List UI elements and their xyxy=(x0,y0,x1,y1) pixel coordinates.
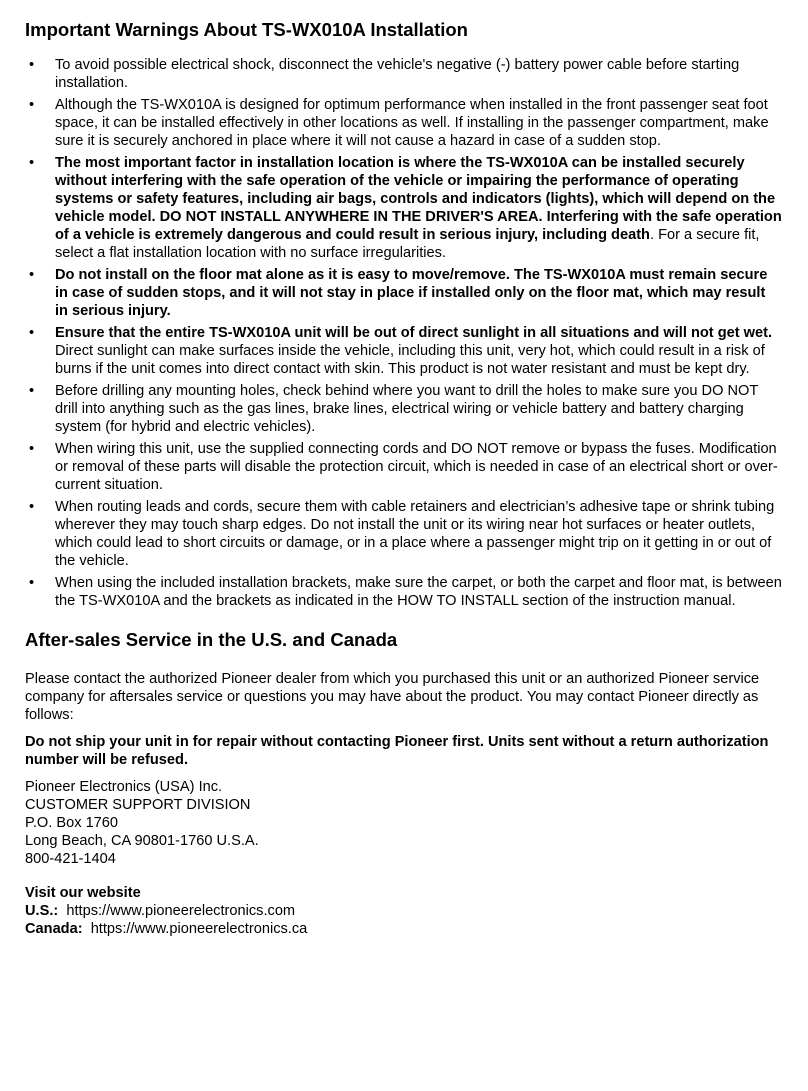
warning-item xyxy=(25,382,782,436)
warning-text: When routing leads and cords, secure them with cable retainers and electrician’s adhesive tape or shrink tubing wherever they may touch sharp edges. Do not install the unit or its wiring near hot surfaces or heater outlets, which could lead to short circuits or damage, or in a place where a passenger might trip on it getting in or out of the vehicle. xyxy=(55,499,775,569)
warning-text: . For a secure fit, select a flat installation location with no surface irregularities. xyxy=(55,227,760,261)
website-ca-label: Canada: xyxy=(25,921,83,937)
website-us-line xyxy=(25,902,782,920)
warning-text: When wiring this unit, use the supplied connecting cords and DO NOT remove or bypass the fuses. Modification or removal of these parts will disable the protection circuit, which is needed in case of an electrical short or over-current situation. xyxy=(55,441,778,493)
warning-item xyxy=(25,324,782,378)
service-heading: After-sales Service in the U.S. and Canada xyxy=(25,629,398,650)
address-company: Pioneer Electronics (USA) Inc. xyxy=(25,779,223,795)
warning-text: Direct sunlight can make surfaces inside the vehicle, including this unit, very hot, which could result in a risk of burns if the unit comes into direct contact with skin. This product is not water resistant and must be kept dry. xyxy=(55,343,765,377)
warning-item xyxy=(25,266,782,320)
service-notice: Do not ship your unit in for repair without contacting Pioneer first. Units sent without a return authorization number will be refused. xyxy=(25,734,769,768)
warning-text-bold: The most important factor in installation location is where the TS-WX010A can be installed securely without interfering with the safe operation of the vehicle or impairing the performance of operating systems or safety features, including air bags, controls and indicators (lights), which will depend on the vehicle model. DO NOT INSTALL ANYWHERE IN THE DRIVER'S AREA. Interfering with the safe operation of a vehicle is extremely dangerous and could result in serious injury, including death xyxy=(55,155,782,243)
warning-item xyxy=(25,574,782,610)
warning-text: When using the included installation brackets, make sure the carpet, or both the carpet and floor mat, is between the TS-WX010A and the brackets as indicated in the HOW TO INSTALL section of the instruction manual. xyxy=(55,575,782,609)
address-city: Long Beach, CA 90801-1760 U.S.A. xyxy=(25,833,259,849)
address-phone: 800-421-1404 xyxy=(25,851,116,867)
warning-item xyxy=(25,154,782,262)
warning-item xyxy=(25,96,782,150)
address-block xyxy=(25,778,782,868)
address-division: CUSTOMER SUPPORT DIVISION xyxy=(25,797,251,813)
warning-item xyxy=(25,56,782,92)
page-title: Important Warnings About TS-WX010A Installation xyxy=(25,19,468,40)
website-us-label: U.S.: xyxy=(25,903,59,919)
warning-item xyxy=(25,498,782,570)
warning-text: To avoid possible electrical shock, disconnect the vehicle's negative (-) battery power cable before starting installation. xyxy=(55,57,740,91)
website-heading: Visit our website xyxy=(25,885,141,901)
warning-text: Before drilling any mounting holes, check behind where you want to drill the holes to make sure you DO NOT drill into anything such as the gas lines, brake lines, electrical wiring or vehicle battery and battery charging system (for hybrid and electric vehicles). xyxy=(55,383,759,435)
website-ca-link[interactable]: https://www.pioneerelectronics.ca xyxy=(90,921,308,937)
warning-text-bold: Ensure that the entire TS-WX010A unit will be out of direct sunlight in all situations and will not get wet. xyxy=(55,325,773,341)
warnings-list xyxy=(25,56,782,610)
warning-item xyxy=(25,440,782,494)
website-us-link[interactable]: https://www.pioneerelectronics.com xyxy=(66,903,296,919)
address-po-box: P.O. Box 1760 xyxy=(25,815,119,831)
warning-text-bold: Do not install on the floor mat alone as it is easy to move/remove. The TS-WX010A must remain secure in case of sudden stops, and it will not stay in place if installed only on the floor mat, which may result in serious injury. xyxy=(55,267,768,319)
website-ca-line xyxy=(25,920,782,938)
warning-text: Although the TS-WX010A is designed for optimum performance when installed in the front passenger seat foot space, it can be installed effectively in other locations as well. If installing in the passenger compartment, make sure it is securely anchored in place where it will not cause a hazard in case of a sudden stop. xyxy=(55,97,769,149)
service-intro: Please contact the authorized Pioneer dealer from which you purchased this unit or an authorized Pioneer service company for aftersales service or questions you may have about the product. You may contact Pioneer directly as follows: xyxy=(25,671,760,723)
